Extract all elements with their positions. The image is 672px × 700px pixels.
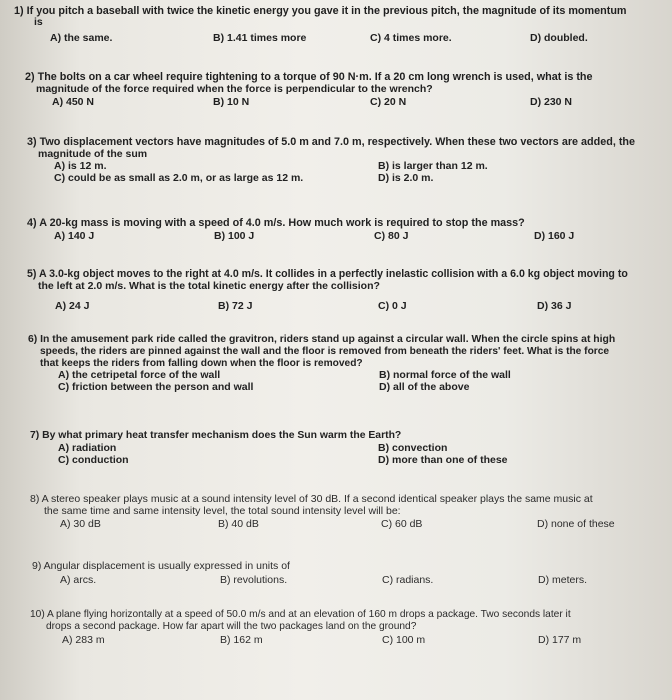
question-6-stem-line-1: 6) In the amusement park ride called the gravitron, riders stand up against a circular wall. When the circle spins at high bbox=[28, 334, 616, 345]
question-10-stem-line-1: 10) A plane flying horizontally at a speed of 50.0 m/s and at an elevation of 160 m drops a package. Two seconds later it bbox=[30, 609, 571, 620]
question-8-stem-line-1: 8) A stereo speaker plays music at a sound intensity level of 30 dB. If a second identical speaker plays the same music at bbox=[30, 493, 593, 505]
question-5-stem-line-1: 5) A 3.0-kg object moves to the right at 4.0 m/s. It collides in a perfectly inelastic collision with a 6.0 kg object moving to bbox=[27, 268, 628, 280]
question-6-option-b: B) normal force of the wall bbox=[379, 369, 511, 381]
question-5-option-c: C) 0 J bbox=[378, 300, 407, 312]
question-3-option-c: C) could be as small as 2.0 m, or as large as 12 m. bbox=[54, 172, 304, 184]
question-10-option-d: D) 177 m bbox=[538, 634, 582, 646]
question-10-option-c: C) 100 m bbox=[382, 634, 426, 646]
question-1-stem-line-1: 1) If you pitch a baseball with twice the kinetic energy you gave it in the previous pitch, the magnitude of its momentum bbox=[14, 5, 627, 17]
question-3-stem-line-1: 3) Two displacement vectors have magnitudes of 5.0 m and 7.0 m, respectively. When these two vectors are added, the bbox=[27, 136, 636, 148]
question-7-option-a: A) radiation bbox=[58, 442, 117, 454]
question-4-option-c: C) 80 J bbox=[374, 230, 409, 242]
question-5-option-b: B) 72 J bbox=[218, 300, 253, 312]
question-8-stem-line-2: the same time and same intensity level, the total sound intensity level will be: bbox=[44, 505, 401, 517]
question-6-option-a: A) the cetripetal force of the wall bbox=[58, 369, 221, 381]
question-7-stem-line-1: 7) By what primary heat transfer mechanism does the Sun warm the Earth? bbox=[30, 430, 402, 441]
question-4-option-a: A) 140 J bbox=[54, 230, 95, 242]
question-2-option-d: D) 230 N bbox=[530, 96, 573, 108]
question-1-stem-line-2: is bbox=[34, 16, 43, 28]
question-7-option-c: C) conduction bbox=[58, 454, 129, 466]
question-10-option-a: A) 283 m bbox=[62, 634, 105, 646]
question-3-option-b: B) is larger than 12 m. bbox=[378, 160, 488, 172]
question-8-option-d: D) none of these bbox=[537, 518, 615, 530]
question-1-option-d: D) doubled. bbox=[530, 32, 588, 44]
question-10-stem-line-2: drops a second package. How far apart will the two packages land on the ground? bbox=[46, 621, 417, 632]
question-6-stem-line-3: that keeps the riders from falling down when the floor is removed? bbox=[40, 358, 363, 369]
question-5-option-a: A) 24 J bbox=[55, 300, 90, 312]
question-5-stem-line-2: the left at 2.0 m/s. What is the total kinetic energy after the collision? bbox=[38, 280, 380, 292]
question-9-option-c: C) radians. bbox=[382, 574, 434, 586]
question-1-option-a: A) the same. bbox=[50, 32, 113, 44]
question-9-option-a: A) arcs. bbox=[60, 574, 97, 586]
question-2-option-a: A) 450 N bbox=[52, 96, 95, 108]
question-2-stem-line-2: magnitude of the force required when the force is perpendicular to the wrench? bbox=[36, 83, 433, 95]
question-6-option-d: D) all of the above bbox=[379, 381, 470, 393]
question-8-option-a: A) 30 dB bbox=[60, 518, 101, 530]
question-3-option-d: D) is 2.0 m. bbox=[378, 172, 434, 184]
question-3-stem-line-2: magnitude of the sum bbox=[38, 148, 148, 160]
question-6-option-c: C) friction between the person and wall bbox=[58, 381, 254, 393]
question-3-option-a: A) is 12 m. bbox=[54, 160, 107, 172]
question-4-option-b: B) 100 J bbox=[214, 230, 255, 242]
question-6-stem-line-2: speeds, the riders are pinned against the wall and the floor is removed from beneath the riders' feet. What is the force bbox=[40, 346, 610, 357]
question-10-option-b: B) 162 m bbox=[220, 634, 263, 646]
question-1-option-c: C) 4 times more. bbox=[370, 32, 452, 44]
question-9-option-d: D) meters. bbox=[538, 574, 588, 586]
question-5-option-d: D) 36 J bbox=[537, 300, 572, 312]
question-2-option-c: C) 20 N bbox=[370, 96, 407, 108]
question-9-stem-line-1: 9) Angular displacement is usually expressed in units of bbox=[32, 560, 290, 572]
question-8-option-b: B) 40 dB bbox=[218, 518, 259, 530]
question-7-option-b: B) convection bbox=[378, 442, 448, 454]
question-4-option-d: D) 160 J bbox=[534, 230, 575, 242]
question-2-option-b: B) 10 N bbox=[213, 96, 250, 108]
question-1-option-b: B) 1.41 times more bbox=[213, 32, 307, 44]
question-2-stem-line-1: 2) The bolts on a car wheel require tightening to a torque of 90 N·m. If a 20 cm long wrench is used, what is the bbox=[25, 71, 593, 83]
question-8-option-c: C) 60 dB bbox=[381, 518, 423, 530]
question-4-stem-line-1: 4) A 20-kg mass is moving with a speed of 4.0 m/s. How much work is required to stop the mass? bbox=[27, 217, 525, 229]
question-9-option-b: B) revolutions. bbox=[220, 574, 288, 586]
question-7-option-d: D) more than one of these bbox=[378, 454, 508, 466]
